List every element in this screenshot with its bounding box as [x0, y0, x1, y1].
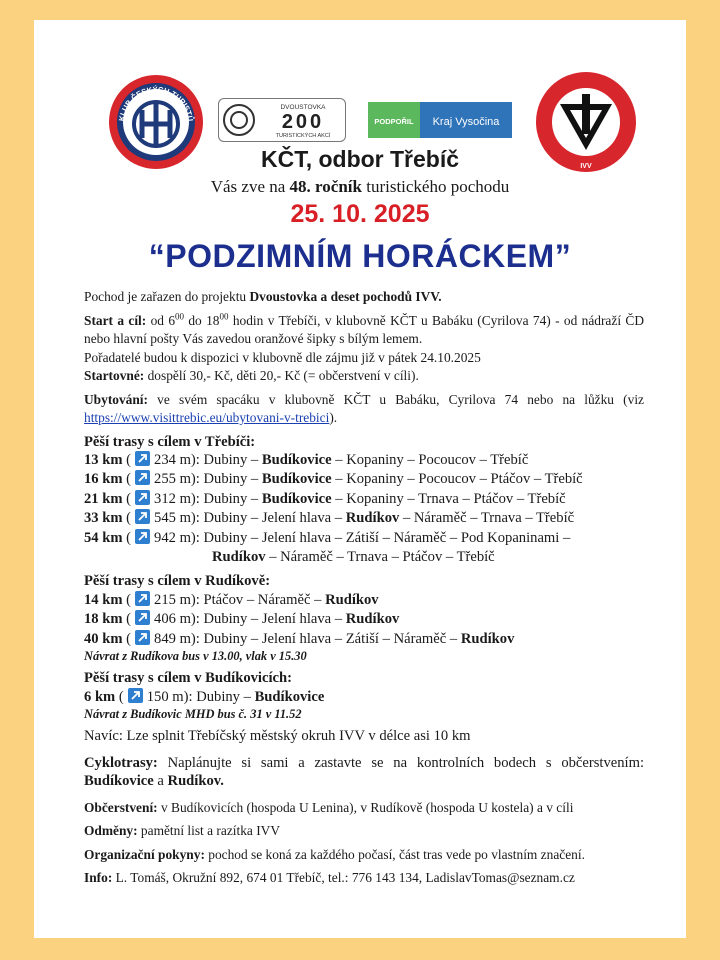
route-distance: 16 km — [84, 471, 123, 488]
route-distance: 6 km — [84, 688, 116, 705]
section-title: Pěší trasy s cílem v Budíkovicích: — [84, 670, 292, 687]
ascent-arrow-icon — [135, 591, 150, 606]
route-highlight: Rudíkov — [460, 630, 515, 647]
poster-body — [84, 288, 644, 888]
ascent-arrow-icon — [135, 509, 150, 524]
invitation-line: Vás zve na 48. ročník turistického pochodu — [210, 177, 510, 196]
route-line: 14 km ( 215 m): Ptáčov – Náraměč – Rudíkov — [84, 591, 379, 608]
ascent-arrow-icon — [135, 490, 150, 505]
route-highlight: Rudíkov — [212, 549, 266, 566]
route-path-end: – Kopaniny – Pocoucov – Třebíč — [331, 452, 529, 468]
route-distance: 40 km — [84, 630, 123, 647]
section-title: Pěší trasy s cílem v Třebíči: — [84, 433, 256, 450]
route-line: 18 km ( 406 m): Dubiny – Jelení hlava – Rudíkov — [84, 611, 400, 628]
route-line: 21 km ( 312 m): Dubiny – Budíkovice – Kopaniny – Trnava – Ptáčov – Třebíč — [84, 490, 566, 507]
reward-info: Odměny: pamětní list a razítka IVV — [84, 823, 280, 839]
route-distance: 21 km — [84, 490, 123, 507]
route-highlight: Budíkovice — [261, 452, 332, 468]
event-name: “PODZIMNÍM HORÁCKEM” — [148, 238, 572, 274]
extra-info: Navíc: Lze splnit Třebíčský městský okruh IVV v délce asi 10 km — [84, 728, 471, 745]
route-section — [84, 433, 644, 568]
route-highlight: Rudíkov — [345, 510, 400, 527]
route-path: ): Dubiny – Jelení hlava – — [190, 510, 346, 527]
return-note: Návrat z Budíkovic MHD bus č. 31 v 11.52 — [84, 707, 302, 722]
fee-info: Startovné: dospělí 30,- Kč, děti 20,- Kč (= občerstvení v cíli). — [84, 368, 419, 383]
section-title: Pěší trasy s cílem v Rudíkově: — [84, 573, 271, 590]
kraj-podporil-text: PODPOŘIL — [374, 117, 414, 126]
route-path: ): Dubiny – Jelení hlava – Zátiší – Náraměč – Pod Kopaninami – — [190, 529, 571, 546]
kraj-vysocina-logo — [368, 102, 512, 138]
organizer-title: KČT, odbor Třebíč — [260, 146, 460, 172]
route-path-end: – Náraměč – Trnava – Ptáčov – Třebíč — [265, 549, 495, 566]
route-highlight: Budíkovice — [261, 471, 332, 488]
route-section — [84, 669, 644, 722]
route-line-continued — [84, 548, 644, 567]
ascent-arrow-icon — [128, 688, 143, 703]
lodging-link[interactable]: https://www.visittrebic.eu/ubytovani-v-trebici — [84, 410, 330, 425]
route-line: 40 km ( 849 m): Dubiny – Jelení hlava – Zátiší – Náraměč – Rudíkov — [84, 630, 515, 647]
ascent-arrow-icon — [135, 470, 150, 485]
route-line: 54 km ( 942 m): Dubiny – Jelení hlava – Zátiší – Náraměč – Pod Kopaninami – — [84, 529, 571, 546]
route-ascent: 849 m — [154, 630, 191, 647]
route-line: 6 km ( 150 m): Dubiny – Budíkovice — [84, 688, 325, 705]
route-line: 13 km ( 234 m): Dubiny – Budíkovice – Kopaniny – Pocoucov – Třebíč — [84, 452, 529, 468]
route-path: ): Dubiny – — [190, 452, 262, 468]
route-highlight: Rudíkov — [345, 611, 400, 628]
route-distance: 33 km — [84, 510, 123, 527]
ascent-arrow-icon — [135, 451, 150, 466]
cyclo-info: Cyklotrasy: Naplánujte si sami a zastavte se na kontrolních bodech s občerstvením: Budíkovice a Rudíkov. — [84, 754, 644, 790]
ivv-logo-text: IVV — [580, 163, 592, 170]
route-path: ): Ptáčov – Náraměč – — [190, 591, 326, 608]
ascent-arrow-icon — [135, 610, 150, 625]
route-ascent: 545 m — [154, 510, 191, 527]
route-path: ): Dubiny – — [183, 688, 255, 705]
route-ascent: 215 m — [154, 591, 191, 608]
dvoustovka-logo — [218, 98, 346, 142]
route-ascent: 312 m — [154, 490, 191, 507]
refreshment-info: Občerstvení: v Budíkovicích (hospoda U Lenina), v Rudíkově (hospoda U kostela) a v cíli — [84, 799, 574, 815]
route-distance: 14 km — [84, 591, 123, 608]
clubroom-info: Pořadatelé budou k dispozici v klubovně dle zájmu již v pátek 24.10.2025 — [84, 349, 481, 365]
poster — [34, 20, 686, 938]
route-ascent: 406 m — [154, 611, 191, 628]
route-path: ): Dubiny – Jelení hlava – Zátiší – Náraměč – — [190, 630, 461, 647]
contact-info: Info: L. Tomáš, Okružní 892, 674 01 Třebíč, tel.: 776 143 134, LadislavTomas@seznam.cz — [84, 870, 575, 886]
route-path: ): Dubiny – — [190, 471, 262, 488]
route-line: 16 km ( 255 m): Dubiny – Budíkovice – Kopaniny – Pocoucov – Ptáčov – Třebíč — [84, 471, 583, 488]
route-highlight: Budíkovice — [254, 688, 325, 705]
dvoustovka-top-text: DVOUSTOVKA — [280, 104, 326, 111]
kraj-name-text: Kraj Vysočina — [432, 116, 500, 128]
route-distance: 54 km — [84, 529, 123, 546]
return-note: Návrat z Rudíkova bus v 13.00, vlak v 15.30 — [84, 649, 307, 664]
route-ascent: 255 m — [154, 471, 191, 488]
route-path-end: – Kopaniny – Pocoucov – Ptáčov – Třebíč — [331, 471, 583, 488]
ascent-arrow-icon — [135, 529, 150, 544]
route-line: 33 km ( 545 m): Dubiny – Jelení hlava – Rudíkov – Náraměč – Trnava – Třebíč — [84, 510, 575, 527]
organization-info: Organizační pokyny: pochod se koná za každého počasí, část tras vede po vlastním značení. — [84, 846, 585, 862]
start-info: Start a cíl: od $6^{00}$ do $18^{00}$ hodin v Třebíči, v klubovně KČT u Babáku (Cyrilova 74) - od nádraží ČD nebo hlavní pošty Vás zavedou oranžové šipky s bílým lemem. — [84, 311, 644, 346]
route-ascent: 942 m — [154, 529, 191, 546]
lodging-info: Ubytování: ve svém spacáku v klubovně KČT u Babáku, Cyrilova 74 nebo na lůžku (viz https://www.visittrebic.eu/ubytovani-v-trebici). — [84, 391, 644, 425]
route-path-end: – Náraměč – Trnava – Třebíč — [399, 510, 575, 527]
route-section — [84, 572, 644, 664]
edition: 48. ročník — [289, 177, 362, 196]
route-highlight: Rudíkov — [325, 591, 379, 608]
project-line: Pochod je zařazen do projektu Dvoustovka a deset pochodů IVV. — [84, 289, 442, 304]
route-path: ): Dubiny – Jelení hlava – — [190, 611, 346, 628]
route-distance: 18 km — [84, 611, 123, 628]
ascent-arrow-icon — [135, 630, 150, 645]
route-path: ): Dubiny – — [190, 490, 262, 507]
event-date: 25. 10. 2025 — [290, 200, 430, 228]
route-ascent: 234 m — [154, 452, 191, 468]
route-path-end: – Kopaniny – Trnava – Ptáčov – Třebíč — [331, 490, 566, 507]
route-distance: 13 km — [84, 452, 123, 468]
route-sections — [84, 433, 644, 723]
dvoustovka-bottom-text: TURISTICKÝCH AKCÍ — [275, 133, 331, 139]
kct-logo-text: KLUB ČESKÝCH TURISTŮ — [117, 84, 195, 122]
dvoustovka-number: 200 — [281, 111, 325, 133]
route-ascent: 150 m — [146, 688, 184, 705]
route-highlight: Budíkovice — [261, 490, 332, 507]
